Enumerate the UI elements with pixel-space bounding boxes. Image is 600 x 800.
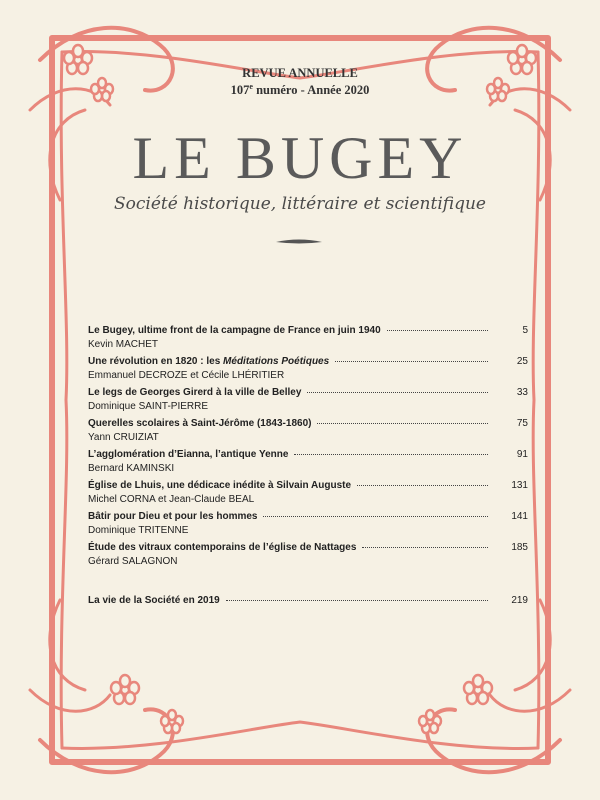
toc-entry[interactable] [88,386,528,417]
journal-subtitle: Société historique, littéraire et scientifique [113,194,486,214]
leader-dots [387,330,488,331]
toc-entry[interactable] [88,448,528,479]
toc-page: 75 [516,418,528,429]
table-of-contents [88,324,528,625]
revue-label: REVUE ANNUELLE [242,66,358,80]
toc-page: 25 [516,356,528,367]
toc-page: 5 [522,325,528,336]
toc-page: 141 [511,511,528,522]
journal-title: LE BUGEY [132,125,468,191]
leader-dots [294,454,488,455]
leader-dots [317,423,488,424]
toc-page: 33 [516,387,528,398]
issue-rest: numéro - Année 2020 [252,83,370,98]
toc-title: Étude des vitraux contemporains de l’église de Nattages [88,542,357,553]
toc-author: Emmanuel DECROZE et Cécile LHÉRITIER [88,370,285,381]
toc-author: Yann CRUIZIAT [88,432,159,443]
toc-title: La vie de la Société en 2019 [88,595,220,606]
toc-author: Dominique SAINT-PIERRE [88,401,209,412]
leader-dots [335,361,488,362]
toc-author: Gérard SALAGNON [88,556,178,567]
leader-dots [362,547,488,548]
leader-dots [307,392,488,393]
leader-dots [226,600,488,601]
toc-title: Querelles scolaires à Saint-Jérôme (1843-1860) [88,418,312,429]
toc-title: Église de Lhuis, une dédicace inédite à Silvain Auguste [88,480,352,491]
toc-entry[interactable] [88,355,528,386]
toc-page: 219 [511,595,528,606]
toc-title: Le Bugey, ultime front de la campagne de France en juin 1940 [88,325,381,336]
toc-page: 91 [516,449,528,460]
toc-page: 185 [511,542,528,553]
leader-dots [357,485,488,486]
toc-entry[interactable] [88,510,528,541]
toc-title: Le legs de Georges Girerd à la ville de Belley [88,387,302,398]
toc-entry-society-life[interactable] [88,594,528,625]
issue-line [0,82,600,98]
toc-page: 131 [511,480,528,491]
toc-entry[interactable] [88,479,528,510]
toc-author: Bernard KAMINSKI [88,463,175,474]
toc-title-italic: Méditations Poétiques [223,356,330,367]
toc-entry[interactable] [88,417,528,448]
toc-author: Kevin MACHET [88,339,159,350]
issue-number: 107 [230,83,250,98]
toc-title: Bâtir pour Dieu et pour les hommes [88,511,258,522]
issue-ordinal: e [249,82,253,91]
toc-title: L’agglomération d’Eianna, l’antique Yenne [88,449,289,460]
leader-dots [263,516,488,517]
toc-author: Dominique TRITENNE [88,525,189,536]
toc-author: Michel CORNA et Jean-Claude BEAL [88,494,255,505]
toc-entry[interactable] [88,324,528,355]
toc-title: Une révolution en 1820 : les Méditations Poétiques [88,356,330,367]
toc-entry[interactable] [88,541,528,572]
title-ornament [276,238,322,246]
